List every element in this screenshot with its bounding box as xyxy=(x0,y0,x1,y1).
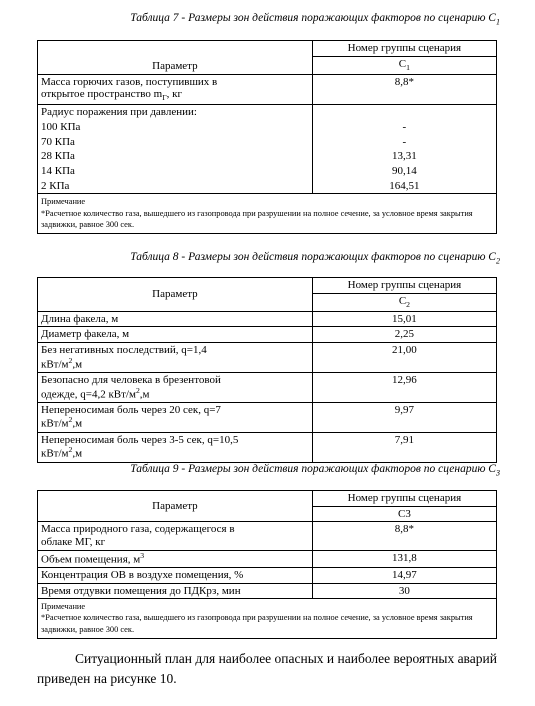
table9-caption: Таблица 9 - Размеры зон действия поражающих факторов по сценарию $С_3$ xyxy=(130,463,500,478)
table8-row-label: Диаметр факела, м xyxy=(38,327,313,343)
table8-row-value: 21,00 xyxy=(312,342,496,372)
table9-param-header: Параметр xyxy=(38,491,313,522)
table8-row-label: Безопасно для человека в брезентовой одежде, q=4,2 кВт/$м^2,м$ xyxy=(38,372,313,402)
table8-row-value: 7,91 xyxy=(312,432,496,462)
table8-code-header: $С_2$ xyxy=(312,293,496,311)
table7-caption: Таблица 7 - Размеры зон действия поражающих факторов по сценарию $С_1$ xyxy=(130,12,500,27)
table7-note: Примечание *Расчетное количество газа, вышедшего из газопровода при разрушении на полное сечение, за условное время закрытия задвижки, равное 300 сек. xyxy=(38,194,497,234)
table9-time-value: 30 xyxy=(312,583,496,599)
table8-row-label: Непереносимая боль через 3-5 сек, q=10,5 кВт/$м^2,м$ xyxy=(38,432,313,462)
table8-row-value: 15,01 xyxy=(312,311,496,327)
table7-mass-label: Масса горючих газов, поступивших в открытое пространство $m_Г$, кг xyxy=(38,74,313,105)
table7-row-label: 2 КПа xyxy=(38,179,313,194)
table9-volume-label: Объем помещения, $м^3$ xyxy=(38,550,313,567)
paragraph-line-2: приведен на рисунке 10. xyxy=(37,671,177,687)
table8-row-value: 9,97 xyxy=(312,402,496,432)
table8-param-header: Параметр xyxy=(38,278,313,312)
table7-radius-label: Радиус поражения при давлении: xyxy=(38,105,313,120)
table8-row-value: 12,96 xyxy=(312,372,496,402)
table7-row-value: 13,31 xyxy=(312,149,496,164)
table9-group-header: Номер группы сценария xyxy=(312,491,496,507)
table7-row-label: 28 КПа xyxy=(38,149,313,164)
table8-row-label: Непереносимая боль через 20 сек, q=7 кВт/$м^2,м$ xyxy=(38,402,313,432)
table8 xyxy=(37,277,497,463)
table7-row-label: 70 КПа xyxy=(38,135,313,150)
table7-radius-value xyxy=(312,105,496,120)
table7 xyxy=(37,40,497,234)
table8-row-value: 2,25 xyxy=(312,327,496,343)
table7-row-value: 164,51 xyxy=(312,179,496,194)
table9-conc-label: Концентрация ОВ в воздухе помещения, % xyxy=(38,567,313,583)
table8-group-header: Номер группы сценария xyxy=(312,278,496,294)
table7-mass-value: 8,8* xyxy=(312,74,496,105)
table9-gas-label: Масса природного газа, содержащегося в облаке МГ, кг xyxy=(38,522,313,550)
body-paragraph xyxy=(37,649,507,690)
table7-empty-header xyxy=(38,41,313,57)
table9-volume-value: 131,8 xyxy=(312,550,496,567)
table9-conc-value: 14,97 xyxy=(312,567,496,583)
table9-time-label: Время отдувки помещения до ПДКрз, мин xyxy=(38,583,313,599)
table9-note: Примечание *Расчетное количество газа, вышедшего из газопровода при разрушении на полное сечение, за условное время закрытия задвижки, равное 300 сек. xyxy=(38,599,497,639)
table7-row-label: 100 КПа xyxy=(38,120,313,135)
paragraph-line-1: Ситуационный план для наиболее опасных и наиболее вероятных аварий xyxy=(75,651,497,666)
table9 xyxy=(37,490,497,639)
table7-row-value: - xyxy=(312,135,496,150)
table7-group-header: Номер группы сценария xyxy=(312,41,496,57)
table9-code-header: С3 xyxy=(312,506,496,522)
table7-row-value: 90,14 xyxy=(312,164,496,179)
table7-param-header: Параметр xyxy=(38,56,313,74)
table7-row-value: - xyxy=(312,120,496,135)
table7-row-label: 14 КПа xyxy=(38,164,313,179)
table7-code-header: $С_1$ xyxy=(312,56,496,74)
table8-row-label: Без негативных последствий, q=1,4 кВт/$м^2,м$ xyxy=(38,342,313,372)
table9-gas-value: 8,8* xyxy=(312,522,496,550)
table8-row-label: Длина факела, м xyxy=(38,311,313,327)
table8-caption: Таблица 8 - Размеры зон действия поражающих факторов по сценарию $С_2$ xyxy=(130,251,500,266)
